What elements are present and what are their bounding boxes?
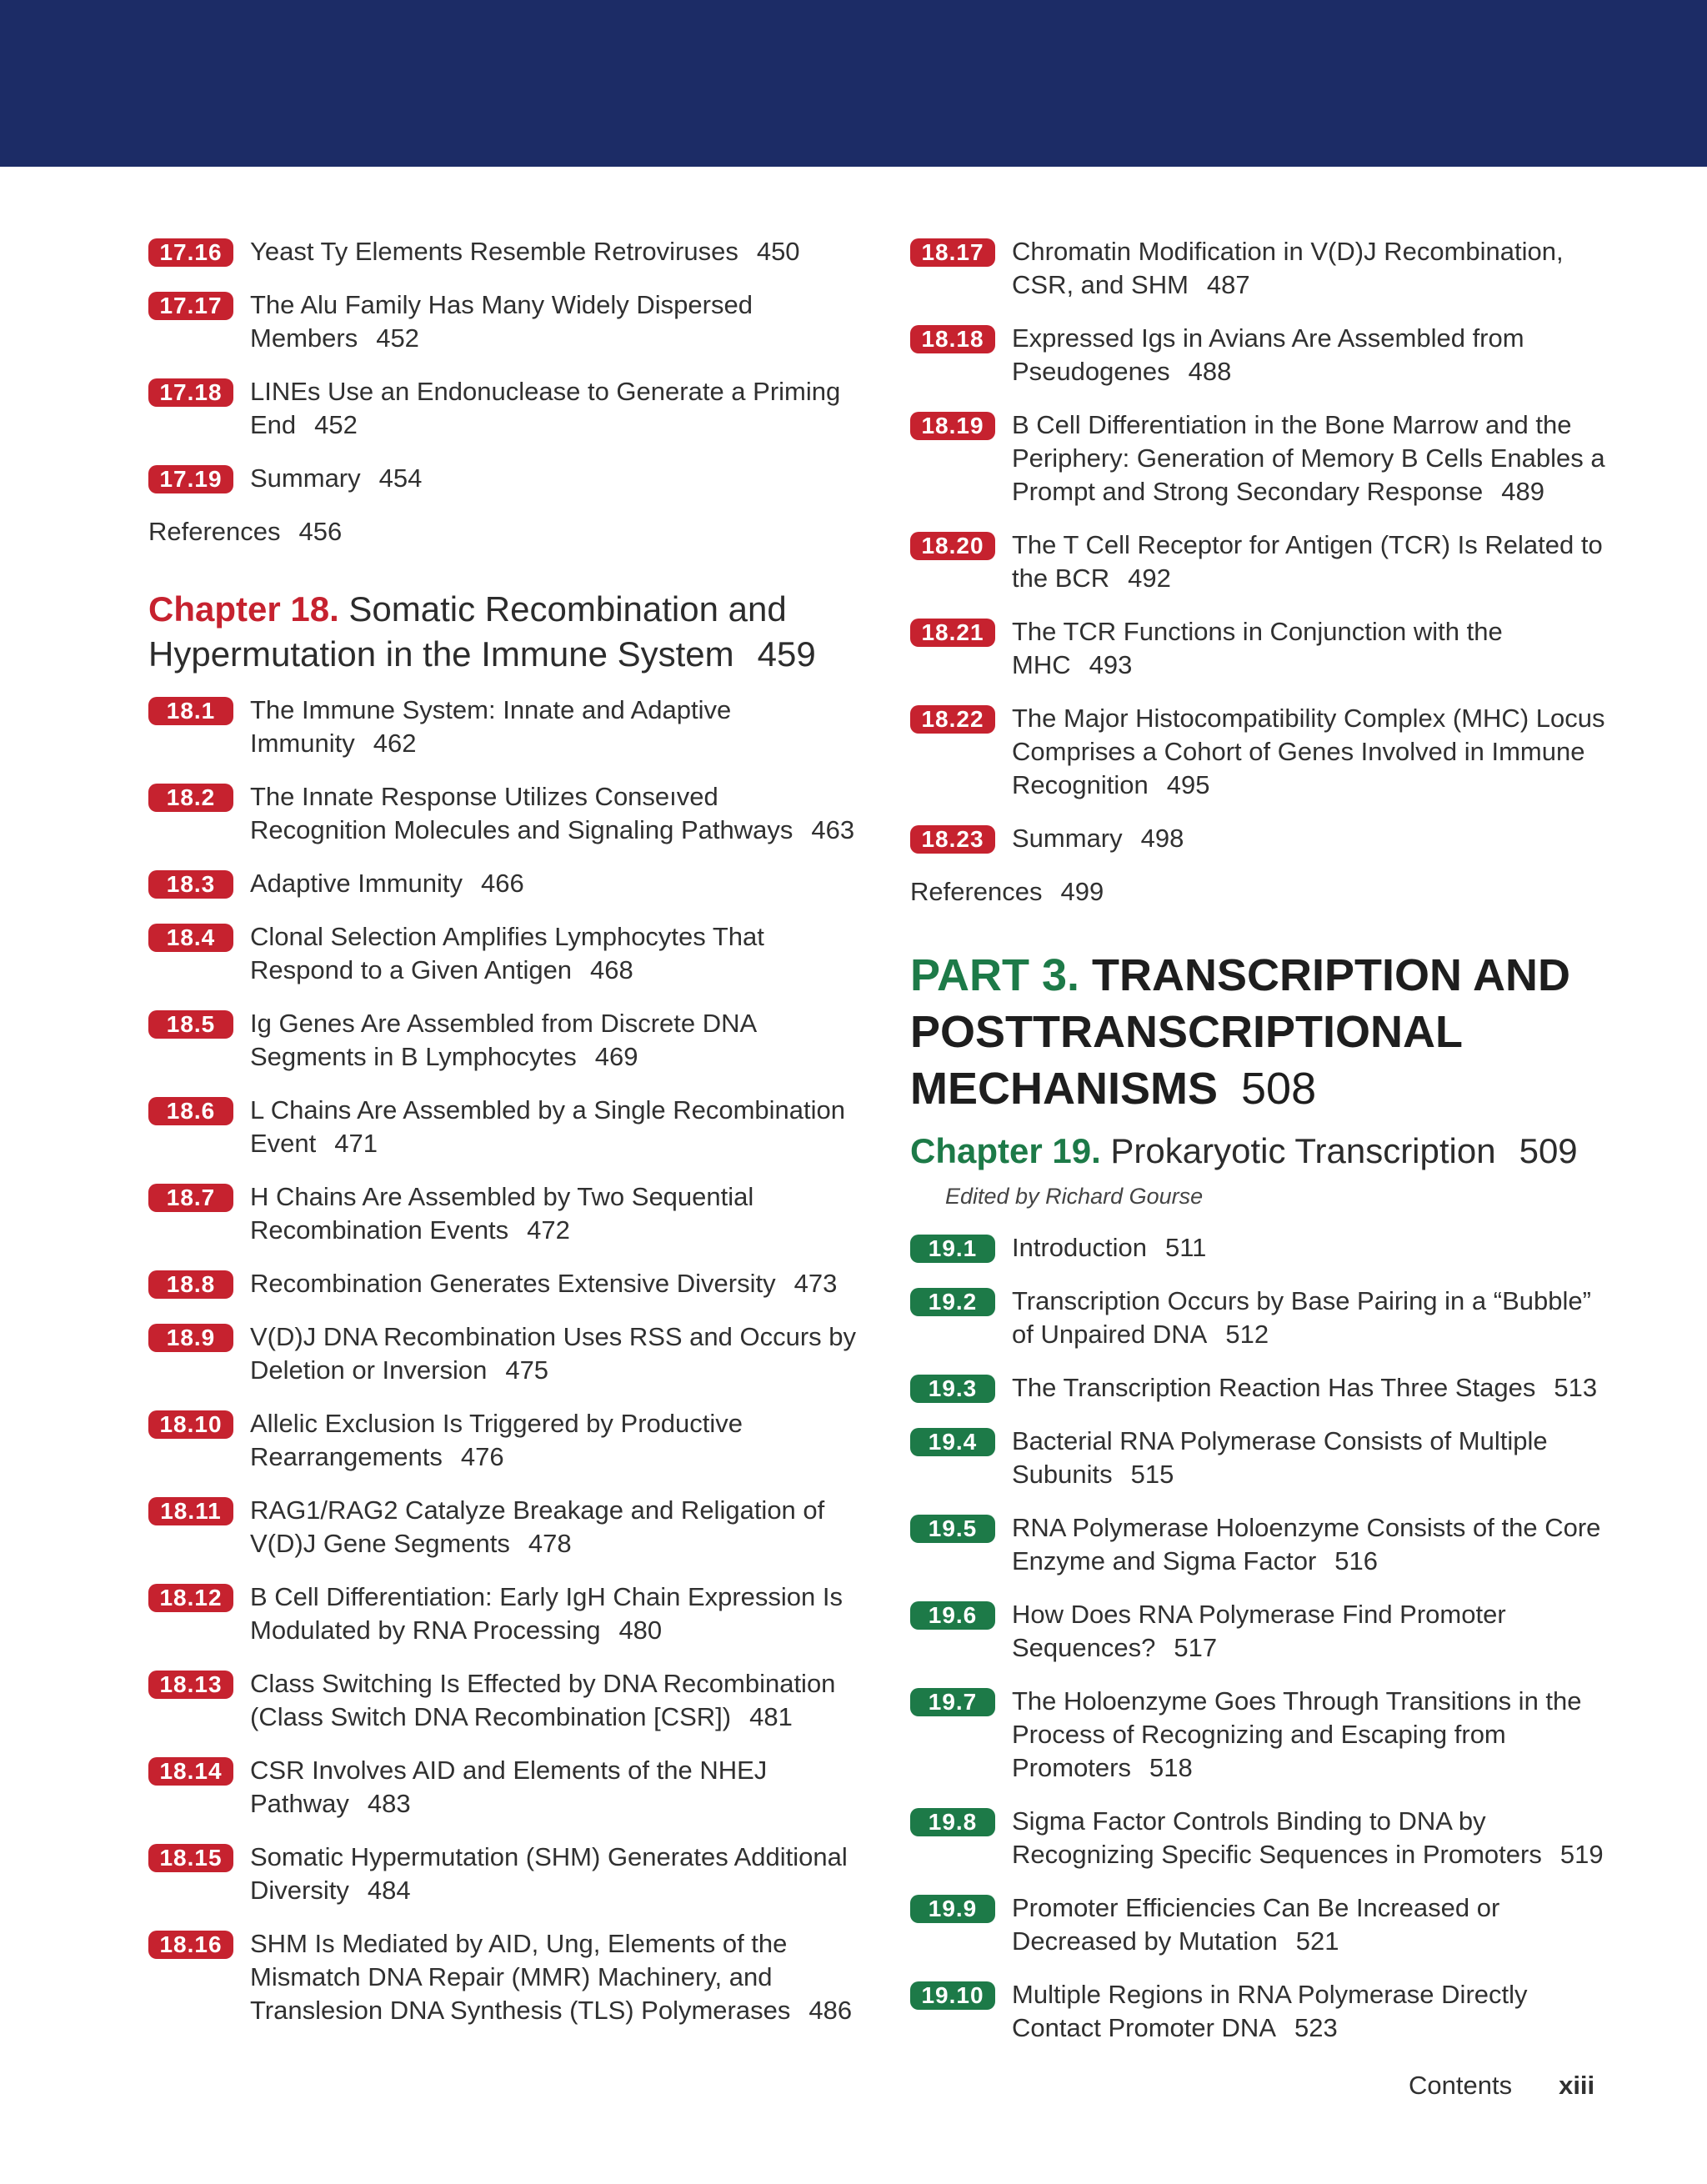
section-number-badge: 18.3	[148, 870, 233, 899]
section-number-badge: 18.14	[148, 1757, 233, 1786]
header-banner	[0, 0, 1707, 167]
section-number-badge: 17.17	[148, 292, 233, 320]
references-page: 456	[298, 517, 343, 546]
chapter-title: Prokaryotic Transcription	[1110, 1131, 1496, 1170]
toc-entry[interactable]	[148, 1180, 857, 1247]
section-number-badge: 18.5	[148, 1010, 233, 1039]
section-title: Summary	[1012, 824, 1123, 853]
references-label: References	[148, 517, 281, 546]
toc-entry[interactable]	[148, 1754, 857, 1821]
toc-entry-text	[1012, 408, 1619, 508]
section-number-badge: 18.22	[910, 705, 995, 734]
section-number-badge: 18.2	[148, 784, 233, 812]
section-number-badge: 17.19	[148, 465, 233, 493]
toc-entry[interactable]	[148, 375, 857, 442]
section-number-badge: 18.1	[148, 697, 233, 725]
section-title: The TCR Functions in Conjunction with the MHC	[1012, 617, 1503, 679]
section-title: L Chains Are Assembled by a Single Recombination Event	[250, 1095, 845, 1158]
section-number-badge: 19.1	[910, 1235, 995, 1263]
toc-entry-text	[250, 780, 857, 847]
part-page: 508	[1241, 1064, 1317, 1114]
section-title: Ig Genes Are Assembled from Discrete DNA Segments in B Lymphocytes	[250, 1009, 756, 1071]
section-title: Yeast Ty Elements Resemble Retroviruses	[250, 237, 738, 266]
toc-entry-text	[1012, 1371, 1597, 1405]
section-page: 493	[1089, 650, 1133, 679]
section-page: 513	[1554, 1373, 1598, 1402]
section-page: 486	[808, 1996, 853, 2025]
section-page: 518	[1149, 1753, 1193, 1782]
toc-entry-text	[250, 1320, 857, 1387]
toc-left-column	[148, 235, 857, 2047]
toc-entry-text	[1012, 1598, 1619, 1665]
section-title: Clonal Selection Amplifies Lymphocytes That Respond to a Given Antigen	[250, 922, 764, 984]
section-number-badge: 18.15	[148, 1844, 233, 1872]
toc-entry-text	[250, 375, 857, 442]
toc-entry[interactable]	[148, 694, 857, 760]
toc-entry-text	[250, 1927, 857, 2027]
section-number-badge: 18.11	[148, 1497, 233, 1525]
section-page: 516	[1334, 1546, 1378, 1575]
section-title: The Innate Response Utilizes Conseıved Recognition Molecules and Signaling Pathways	[250, 782, 793, 844]
section-page: 489	[1501, 477, 1544, 506]
section-page: 517	[1174, 1633, 1218, 1662]
toc-entry[interactable]	[148, 1094, 857, 1160]
toc-group-ch18-cont	[910, 235, 1619, 855]
section-title: Sigma Factor Controls Binding to DNA by Recognizing Specific Sequences in Promoters	[1012, 1806, 1542, 1869]
section-number-badge: 18.13	[148, 1671, 233, 1699]
toc-entry[interactable]	[910, 322, 1619, 388]
section-title: Introduction	[1012, 1233, 1147, 1262]
references-entry-ch17[interactable]	[148, 515, 857, 549]
toc-entry-text	[250, 462, 422, 495]
toc-entry[interactable]	[910, 528, 1619, 595]
section-title: Summary	[250, 463, 361, 493]
toc-entry[interactable]	[910, 1978, 1619, 2045]
toc-entry-text	[250, 1007, 857, 1074]
section-title: B Cell Differentiation: Early IgH Chain Expression Is Modulated by RNA Processing	[250, 1582, 843, 1645]
section-number-badge: 18.6	[148, 1097, 233, 1125]
section-page: 481	[749, 1702, 793, 1731]
section-title: Allelic Exclusion Is Triggered by Productive Rearrangements	[250, 1409, 743, 1471]
section-title: RNA Polymerase Holoenzyme Consists of the Core Enzyme and Sigma Factor	[1012, 1513, 1601, 1575]
section-number-badge: 18.23	[910, 825, 995, 854]
section-number-badge: 18.12	[148, 1584, 233, 1612]
chapter-page: 459	[757, 634, 816, 674]
toc-entry-text	[250, 1754, 857, 1821]
toc-entry[interactable]	[148, 1580, 857, 1647]
section-page: 488	[1188, 357, 1232, 386]
toc-entry[interactable]	[910, 1598, 1619, 1665]
section-title: B Cell Differentiation in the Bone Marrow and the Periphery: Generation of Memory B Cells Enables a Prompt and Strong Secondary Response	[1012, 410, 1605, 506]
toc-entry-text	[1012, 528, 1619, 595]
section-page: 512	[1225, 1320, 1269, 1349]
toc-group-ch18	[148, 694, 857, 2027]
toc-entry-text	[250, 1267, 837, 1300]
part-title: TRANSCRIPTION AND POSTTRANSCRIPTIONAL MECHANISMS	[910, 950, 1571, 1114]
toc-entry[interactable]	[148, 920, 857, 987]
toc-entry[interactable]	[910, 615, 1619, 682]
section-title: H Chains Are Assembled by Two Sequential Recombination Events	[250, 1182, 754, 1245]
section-page: 480	[618, 1615, 663, 1645]
section-title: Bacterial RNA Polymerase Consists of Multiple Subunits	[1012, 1426, 1548, 1489]
section-title: RAG1/RAG2 Catalyze Breakage and Religation of V(D)J Gene Segments	[250, 1495, 825, 1558]
toc-entry[interactable]	[910, 1511, 1619, 1578]
section-number-badge: 19.2	[910, 1288, 995, 1316]
section-page: 475	[505, 1355, 549, 1385]
section-number-badge: 18.7	[148, 1184, 233, 1212]
section-title: Chromatin Modification in V(D)J Recombination, CSR, and SHM	[1012, 237, 1564, 299]
chapter-18-heading[interactable]	[148, 587, 857, 677]
section-page: 523	[1294, 2013, 1338, 2042]
chapter-19-heading[interactable]	[910, 1129, 1619, 1174]
toc-entry-text	[1012, 1285, 1619, 1351]
toc-entry[interactable]	[148, 1267, 857, 1300]
section-number-badge: 17.16	[148, 238, 233, 267]
section-page: 450	[756, 237, 800, 266]
toc-entry[interactable]	[148, 1494, 857, 1560]
section-title: SHM Is Mediated by AID, Ung, Elements of the Mismatch DNA Repair (MMR) Machinery, and Translesion DNA Synthesis (TLS) Polymerases	[250, 1929, 791, 2025]
section-title: The Transcription Reaction Has Three Stages	[1012, 1373, 1536, 1402]
section-number-badge: 19.6	[910, 1601, 995, 1630]
section-title: Adaptive Immunity	[250, 869, 463, 898]
toc-entry-text	[1012, 822, 1184, 855]
part-3-heading[interactable]	[910, 947, 1619, 1117]
section-number-badge: 19.10	[910, 1981, 995, 2010]
toc-entry-text	[1012, 1685, 1619, 1785]
toc-entry-text	[250, 694, 857, 760]
toc-entry[interactable]	[910, 702, 1619, 802]
toc-entry-text	[1012, 235, 1619, 302]
toc-entry-text	[250, 1494, 857, 1560]
section-page: 452	[376, 323, 419, 353]
section-number-badge: 18.16	[148, 1931, 233, 1959]
references-entry-ch18[interactable]	[910, 875, 1619, 909]
section-title: The T Cell Receptor for Antigen (TCR) Is Related to the BCR	[1012, 530, 1603, 593]
section-page: 495	[1166, 770, 1210, 799]
toc-entry[interactable]	[910, 1371, 1619, 1405]
footer-page-number: xiii	[1559, 2071, 1595, 2100]
toc-entry-text	[1012, 615, 1619, 682]
toc-entry[interactable]	[148, 1667, 857, 1734]
toc-entry-text	[250, 867, 524, 900]
section-title: LINEs Use an Endonuclease to Generate a Priming End	[250, 377, 841, 439]
section-title: How Does RNA Polymerase Find Promoter Sequences?	[1012, 1600, 1506, 1662]
section-number-badge: 18.20	[910, 532, 995, 560]
section-number-badge: 19.5	[910, 1515, 995, 1543]
page-footer	[1409, 2071, 1594, 2101]
toc-entry[interactable]	[148, 1320, 857, 1387]
toc-entry-text	[1012, 1805, 1619, 1871]
section-number-badge: 19.4	[910, 1428, 995, 1456]
chapter-editor: Edited by Richard Gourse	[945, 1184, 1204, 1209]
references-page: 499	[1060, 877, 1104, 906]
toc-entry[interactable]	[910, 235, 1619, 302]
toc-entry[interactable]	[910, 408, 1619, 508]
section-title: The Holoenzyme Goes Through Transitions in the Process of Recognizing and Escaping from Promoters	[1012, 1686, 1582, 1782]
toc-entry-text	[250, 235, 800, 268]
toc-entry-text	[1012, 1978, 1619, 2045]
toc-entry-text	[250, 1180, 857, 1247]
chapter-page: 509	[1519, 1131, 1578, 1170]
toc-entry-text	[250, 1667, 857, 1734]
section-page: 472	[527, 1215, 570, 1245]
toc-entry[interactable]	[148, 1927, 857, 2027]
toc-entry-text	[250, 1407, 857, 1474]
section-title: Expressed Igs in Avians Are Assembled from Pseudogenes	[1012, 323, 1524, 386]
toc-entry[interactable]	[910, 1805, 1619, 1871]
footer-label: Contents	[1409, 2071, 1513, 2100]
toc-entry-text	[1012, 1891, 1619, 1958]
toc-entry-text	[1012, 1425, 1619, 1491]
section-page: 471	[334, 1129, 378, 1158]
toc-entry-text	[250, 1841, 857, 1907]
toc-entry[interactable]	[148, 867, 857, 900]
section-page: 473	[793, 1269, 838, 1298]
section-number-badge: 18.19	[910, 412, 995, 440]
references-label: References	[910, 877, 1043, 906]
section-title: Multiple Regions in RNA Polymerase Directly Contact Promoter DNA	[1012, 1980, 1528, 2042]
section-title: Recombination Generates Extensive Diversity	[250, 1269, 776, 1298]
toc-entry[interactable]	[910, 1891, 1619, 1958]
section-page: 454	[378, 463, 423, 493]
toc-entry[interactable]	[148, 462, 857, 495]
section-page: 521	[1295, 1926, 1339, 1956]
section-page: 511	[1165, 1233, 1207, 1262]
section-page: 466	[481, 869, 524, 898]
section-number-badge: 18.21	[910, 619, 995, 647]
toc-entry-text	[1012, 322, 1619, 388]
toc-entry[interactable]	[148, 780, 857, 847]
toc-entry[interactable]	[910, 1231, 1619, 1265]
toc-entry-text	[1012, 702, 1619, 802]
section-number-badge: 18.9	[148, 1324, 233, 1352]
section-page: 498	[1140, 824, 1184, 853]
toc-entry[interactable]	[910, 1685, 1619, 1785]
chapter-title: Somatic Recombination and Hypermutation in the Immune System	[148, 589, 787, 674]
section-title: Class Switching Is Effected by DNA Recombination (Class Switch DNA Recombination [CSR])	[250, 1669, 836, 1731]
section-page: 478	[528, 1529, 572, 1558]
toc-entry-text	[1012, 1511, 1619, 1578]
section-title: Promoter Efficiencies Can Be Increased or Decreased by Mutation	[1012, 1893, 1500, 1956]
section-title: The Major Histocompatibility Complex (MHC) Locus Comprises a Cohort of Genes Involved in Immune Recognition	[1012, 704, 1605, 799]
section-title: Transcription Occurs by Base Pairing in a “Bubble” of Unpaired DNA	[1012, 1286, 1591, 1349]
toc-group-ch19	[910, 1231, 1619, 2045]
section-title: The Alu Family Has Many Widely Dispersed Members	[250, 290, 753, 353]
toc-entry[interactable]	[910, 1285, 1619, 1351]
toc-entry[interactable]	[148, 235, 857, 268]
section-page: 519	[1559, 1840, 1604, 1869]
toc-entry-text	[250, 920, 857, 987]
toc-entry[interactable]	[148, 1841, 857, 1907]
section-number-badge: 18.10	[148, 1410, 233, 1439]
toc-entry-text	[250, 288, 857, 355]
section-number-badge: 19.8	[910, 1808, 995, 1836]
toc-entry[interactable]	[148, 1007, 857, 1074]
section-title: CSR Involves AID and Elements of the NHEJ Pathway	[250, 1756, 768, 1818]
section-page: 484	[367, 1876, 411, 1905]
section-title: Somatic Hypermutation (SHM) Generates Additional Diversity	[250, 1842, 848, 1905]
toc-right-column	[910, 235, 1619, 2065]
section-page: 468	[590, 955, 633, 984]
section-number-badge: 19.9	[910, 1895, 995, 1923]
section-page: 452	[314, 410, 358, 439]
section-page: 462	[373, 729, 417, 758]
toc-entry[interactable]	[148, 1407, 857, 1474]
toc-group-ch17	[148, 235, 857, 495]
section-number-badge: 19.3	[910, 1375, 995, 1403]
section-page: 476	[460, 1442, 504, 1471]
section-page: 483	[367, 1789, 411, 1818]
section-title: V(D)J DNA Recombination Uses RSS and Occurs by Deletion or Inversion	[250, 1322, 857, 1385]
toc-entry[interactable]	[148, 288, 857, 355]
part-label: PART 3.	[910, 950, 1080, 1000]
chapter-label: Chapter 18.	[148, 589, 339, 629]
toc-entry-text	[1012, 1231, 1206, 1265]
section-number-badge: 19.7	[910, 1688, 995, 1716]
section-number-badge: 17.18	[148, 378, 233, 407]
section-page: 469	[594, 1042, 638, 1071]
section-number-badge: 18.8	[148, 1270, 233, 1299]
section-page: 487	[1206, 270, 1250, 299]
section-page: 492	[1128, 564, 1171, 593]
toc-entry[interactable]	[910, 822, 1619, 855]
toc-entry-text	[250, 1580, 857, 1647]
section-title: The Immune System: Innate and Adaptive Immunity	[250, 695, 732, 758]
toc-entry[interactable]	[910, 1425, 1619, 1491]
chapter-label: Chapter 19.	[910, 1131, 1101, 1170]
section-number-badge: 18.18	[910, 325, 995, 353]
section-page: 463	[811, 815, 855, 844]
section-page: 515	[1130, 1460, 1174, 1489]
section-number-badge: 18.17	[910, 238, 995, 267]
toc-entry-text	[250, 1094, 857, 1160]
section-number-badge: 18.4	[148, 924, 233, 952]
